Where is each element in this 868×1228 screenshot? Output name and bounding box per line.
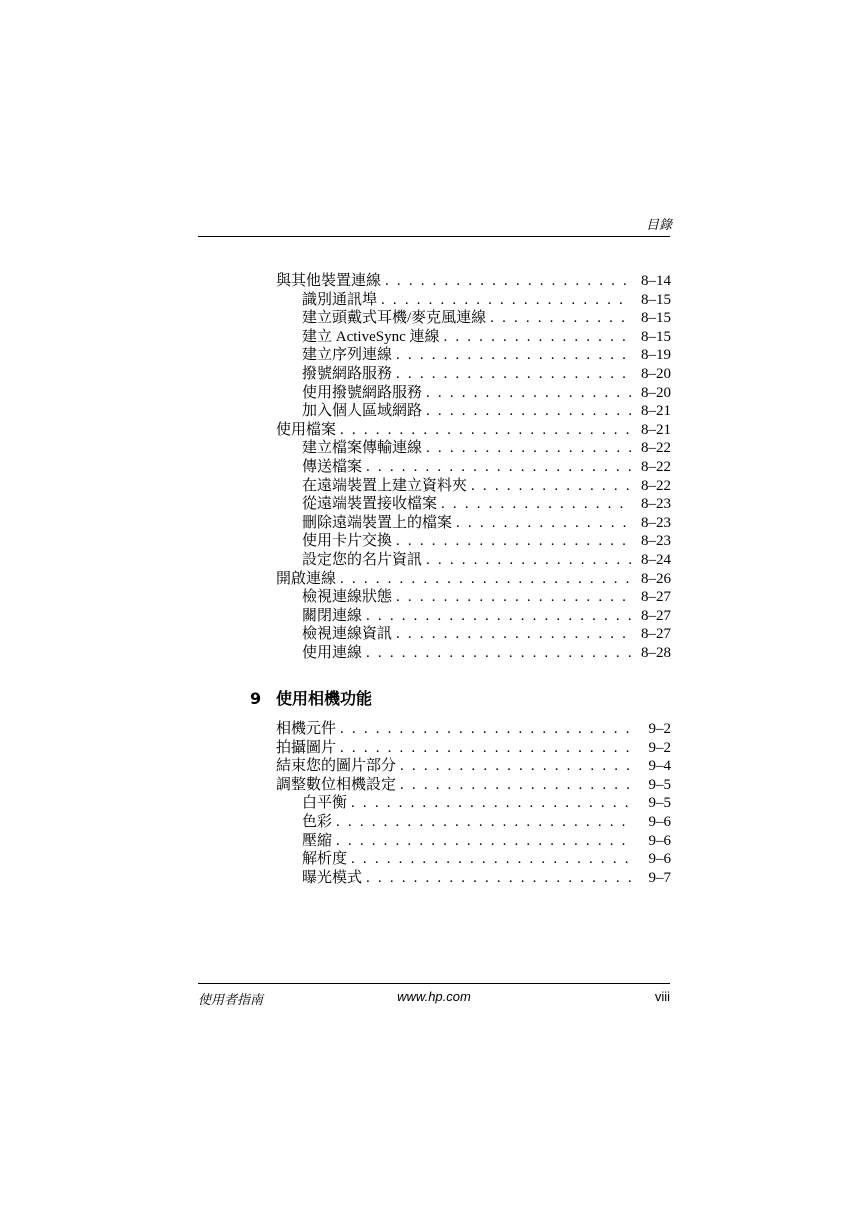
toc-entry-page: 9–6 — [648, 814, 671, 830]
toc-leader-dots — [366, 869, 631, 887]
toc-leader-dots — [366, 607, 631, 625]
toc-leader-dots — [456, 514, 631, 532]
toc-entry-label: 解析度 — [302, 851, 348, 868]
toc-leader-dots — [340, 570, 631, 588]
toc-entry-label: 建立檔案傳輸連線 — [302, 440, 423, 457]
toc-entry-page: 9–4 — [648, 758, 671, 775]
toc-leader-dots — [400, 757, 631, 775]
toc-entry[interactable] — [302, 794, 671, 812]
toc-entry-label: 使用連線 — [302, 645, 363, 661]
toc-entry-page: 8–28 — [641, 645, 671, 661]
toc-entry[interactable] — [302, 588, 671, 606]
toc-entry[interactable] — [302, 869, 671, 887]
toc-entry[interactable] — [302, 346, 671, 364]
toc-leader-dots — [366, 644, 631, 662]
toc-entry[interactable] — [302, 384, 671, 402]
toc-leader-dots — [381, 291, 631, 309]
toc-entry[interactable] — [276, 421, 671, 439]
header-rule — [198, 236, 670, 237]
footer-url: www.hp.com — [397, 989, 471, 1004]
toc-entry-label: 白平衡 — [302, 795, 348, 812]
toc-leader-dots — [340, 739, 631, 757]
toc-entry[interactable] — [302, 309, 671, 327]
toc-entry-page: 8–15 — [641, 328, 671, 345]
toc-entry-label: 設定您的名片資訊 — [302, 552, 423, 568]
toc-entry[interactable] — [302, 291, 671, 309]
toc-entry-page: 8–27 — [641, 626, 671, 643]
chapter-heading — [250, 686, 372, 710]
toc-entry-label: 相機元件 — [276, 721, 337, 737]
toc-entry-page: 8–26 — [641, 570, 671, 587]
toc-entry-page: 8–23 — [641, 533, 671, 550]
footer-page-number: viii — [654, 989, 670, 1004]
toc-leader-dots — [340, 421, 631, 439]
toc-entry-label: 建立 ActiveSync 連線 — [302, 328, 440, 345]
toc-entry-label: 在遠端裝置上建立資料夾 — [302, 477, 468, 494]
toc-entry-page: 9–7 — [648, 869, 671, 886]
toc-entry[interactable] — [302, 644, 671, 662]
toc-entry-label: 關閉連線 — [302, 607, 363, 624]
toc-entry[interactable] — [302, 495, 671, 513]
chapter-number: 9 — [250, 689, 262, 708]
toc-entry-label: 建立頭戴式耳機/麥克風連線 — [302, 310, 487, 327]
footer-rule — [198, 983, 670, 984]
toc-leader-dots — [426, 439, 631, 457]
toc-entry-label: 使用撥號網路服務 — [302, 384, 423, 401]
toc-leader-dots — [441, 495, 631, 513]
toc-entry-label: 使用檔案 — [276, 421, 337, 438]
toc-entry-page: 8–14 — [641, 273, 671, 289]
toc-leader-dots — [336, 813, 631, 831]
toc-entry-label: 識別通訊埠 — [302, 291, 378, 308]
toc-leader-dots — [396, 346, 631, 364]
toc-entry[interactable] — [276, 776, 671, 794]
toc-entry[interactable] — [276, 570, 671, 588]
toc-entry[interactable] — [302, 607, 671, 625]
toc-entry-page: 8–22 — [641, 459, 671, 475]
toc-entry-page: 8–15 — [641, 310, 671, 327]
toc-entry[interactable] — [302, 458, 671, 476]
toc-entry-label: 拍攝圖片 — [276, 739, 337, 756]
toc-entry-page: 8–21 — [641, 421, 671, 438]
toc-entry-label: 刪除遠端裝置上的檔案 — [302, 514, 453, 531]
toc-leader-dots — [490, 309, 631, 327]
toc-entry-page: 8–21 — [641, 403, 671, 420]
toc-leader-dots — [340, 720, 631, 738]
toc-entry-label: 撥號網路服務 — [302, 366, 393, 382]
toc-entry[interactable] — [302, 402, 671, 420]
toc-entry-label: 曝光模式 — [302, 869, 363, 886]
toc-entry[interactable] — [276, 720, 671, 738]
toc-leader-dots — [385, 272, 631, 290]
toc-entry-page: 9–5 — [648, 795, 671, 812]
toc-entry[interactable] — [302, 328, 671, 346]
toc-entry-label: 傳送檔案 — [302, 459, 363, 475]
toc-entry-label: 開啟連線 — [276, 570, 337, 587]
toc-entry-page: 9–2 — [648, 739, 671, 756]
toc-leader-dots — [351, 850, 631, 868]
toc-entry-page: 8–27 — [641, 607, 671, 624]
toc-entry[interactable] — [276, 272, 671, 290]
toc-entry[interactable] — [302, 439, 671, 457]
toc-entry[interactable] — [302, 514, 671, 532]
toc-entry-page: 8–19 — [641, 347, 671, 364]
toc-leader-dots — [351, 794, 631, 812]
toc-entry-label: 色彩 — [302, 814, 333, 830]
header-title: 目錄 — [645, 218, 672, 233]
toc-entry-label: 與其他裝置連線 — [276, 273, 382, 289]
toc-entry-page: 8–20 — [641, 366, 671, 382]
toc-entry-page: 8–22 — [641, 477, 671, 494]
toc-entry-page: 8–24 — [641, 552, 671, 568]
toc-entry-label: 壓縮 — [302, 832, 333, 849]
toc-entry-label: 調整數位相機設定 — [276, 776, 397, 793]
toc-entry-label: 結束您的圖片部分 — [276, 758, 397, 775]
toc-leader-dots — [426, 384, 631, 402]
toc-entry-label: 檢視連線資訊 — [302, 626, 393, 643]
toc-entry[interactable] — [302, 477, 671, 495]
toc-entry-label: 加入個人區域網路 — [302, 403, 423, 420]
toc-entry[interactable] — [302, 625, 671, 643]
toc-leader-dots — [396, 532, 631, 550]
toc-entry-page: 8–23 — [641, 514, 671, 531]
toc-leader-dots — [426, 402, 631, 420]
toc-entry-page: 8–22 — [641, 440, 671, 457]
toc-entry[interactable] — [302, 850, 671, 868]
toc-leader-dots — [396, 365, 631, 383]
toc-leader-dots — [396, 625, 631, 643]
toc-entry-label: 使用卡片交換 — [302, 533, 393, 550]
toc-entry-page: 8–15 — [641, 291, 671, 308]
toc-entry-label: 建立序列連線 — [302, 347, 393, 364]
toc-entry[interactable] — [302, 832, 671, 850]
toc-leader-dots — [426, 551, 631, 569]
toc-entry-page: 9–6 — [648, 851, 671, 868]
toc-entry[interactable] — [302, 813, 671, 831]
toc-leader-dots — [396, 588, 631, 606]
toc-entry-label: 從遠端裝置接收檔案 — [302, 496, 438, 513]
toc-entry-page: 9–6 — [648, 832, 671, 849]
toc-leader-dots — [443, 328, 631, 346]
toc-entry-page: 8–27 — [641, 589, 671, 606]
toc-entry[interactable] — [302, 365, 671, 383]
toc-entry[interactable] — [276, 739, 671, 757]
toc-entry[interactable] — [302, 551, 671, 569]
toc-leader-dots — [366, 458, 631, 476]
footer-guide-name: 使用者指南 — [198, 993, 264, 1008]
toc-entry-page: 9–2 — [648, 721, 671, 737]
toc-leader-dots — [471, 477, 631, 495]
toc-entry-label: 檢視連線狀態 — [302, 589, 393, 606]
toc-entry-page: 8–20 — [641, 384, 671, 401]
chapter-title: 使用相機功能 — [276, 689, 373, 708]
toc-leader-dots — [400, 776, 631, 794]
toc-leader-dots — [336, 832, 631, 850]
toc-entry-page: 9–5 — [648, 776, 671, 793]
toc-entry[interactable] — [276, 757, 671, 775]
toc-entry-page: 8–23 — [641, 496, 671, 513]
toc-entry[interactable] — [302, 532, 671, 550]
